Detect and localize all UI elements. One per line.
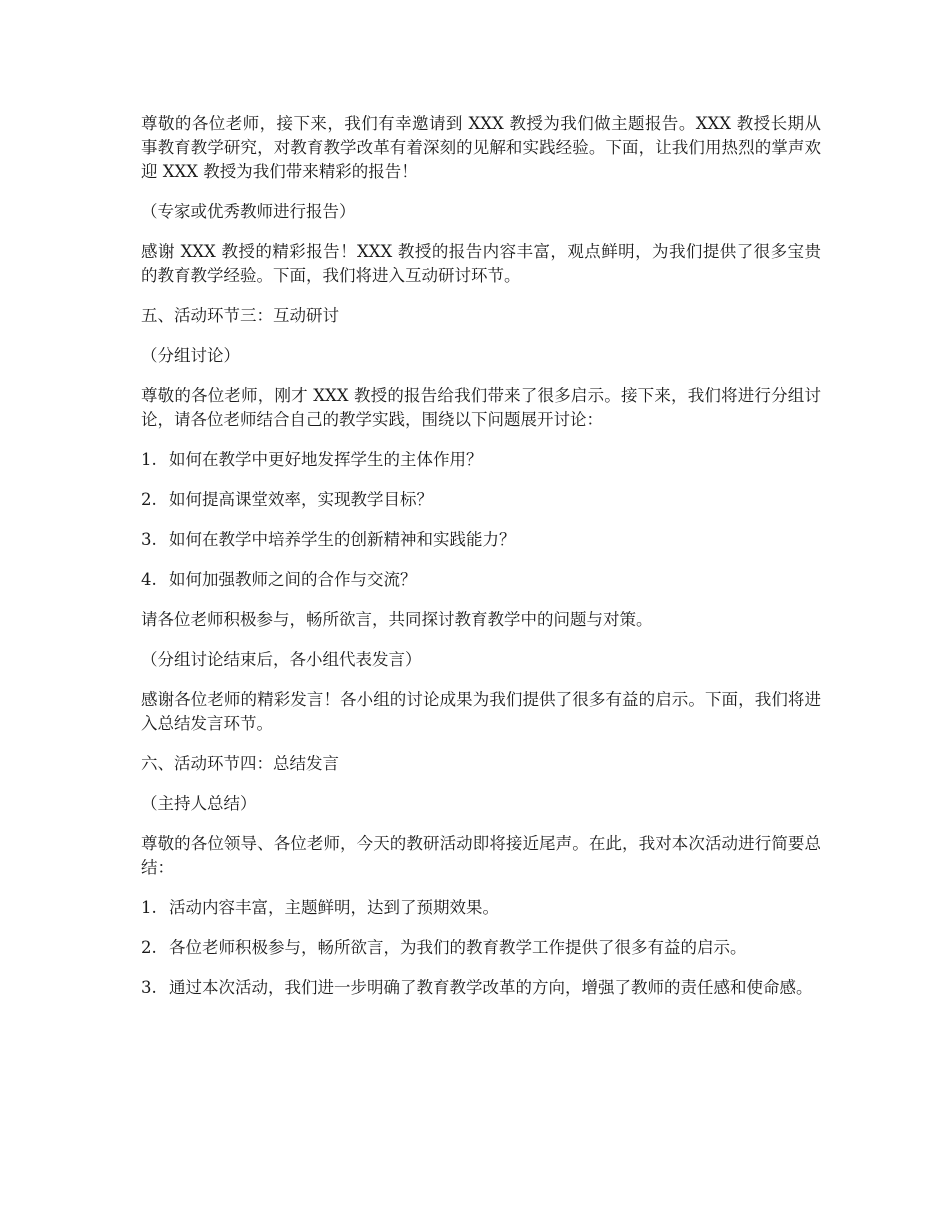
list-item-number: 3. [141,978,157,997]
list-item-number: 1. [141,898,157,917]
stage-note-host-summary: （主持人总结） [141,794,257,813]
paragraph-discussion-intro: 尊敬的各位老师，刚才 XXX 教授的报告给我们带来了很多启示。接下来，我们将进行分组讨论，请各位老师结合自己的教学实践，围绕以下问题展开讨论： [141,386,821,429]
paragraph-participate: 请各位老师积极参与，畅所欲言，共同探讨教育教学中的问题与对策。 [141,610,653,629]
list-item-text: 活动内容丰富，主题鲜明，达到了预期效果。 [169,898,499,917]
list-item [141,488,821,512]
list-item-number: 2. [141,490,157,509]
list-item [141,936,821,960]
list-item-text: 如何在教学中培养学生的创新精神和实践能力？ [169,530,516,549]
list-item-text: 如何在教学中更好地发挥学生的主体作用？ [169,450,483,469]
list-item [141,896,821,920]
paragraph-summary-intro: 尊敬的各位领导、各位老师，今天的教研活动即将接近尾声。在此，我对本次活动进行简要总结： [141,834,821,877]
list-item-number: 4. [141,570,157,589]
paragraph-thanks-speeches: 感谢各位老师的精彩发言！各小组的讨论成果为我们提供了很多有益的启示。下面，我们将进入总结发言环节。 [141,690,821,733]
list-item-text: 通过本次活动，我们进一步明确了教育教学改革的方向，增强了教师的责任感和使命感。 [169,978,813,997]
list-item-number: 1. [141,450,157,469]
list-item-number: 2. [141,938,157,957]
list-item-text: 如何加强教师之间的合作与交流？ [169,570,417,589]
list-item-text: 如何提高课堂效率，实现教学目标？ [169,490,433,509]
list-item-text: 各位老师积极参与，畅所欲言，为我们的教育教学工作提供了很多有益的启示。 [169,938,747,957]
document-body [141,112,821,1016]
stage-note-group-reports: （分组讨论结束后，各小组代表发言） [141,650,422,669]
list-item [141,528,821,552]
list-item [141,976,821,1000]
stage-note-group-discussion: （分组讨论） [141,346,240,365]
list-item [141,448,821,472]
paragraph-invite-speaker: 尊敬的各位老师，接下来，我们有幸邀请到 XXX 教授为我们做主题报告。XXX 教授长期从事教育教学研究，对教育教学改革有着深刻的见解和实践经验。下面，让我们用热烈的掌声欢迎 XXX 教授为我们带来精彩的报告！ [141,114,821,181]
section-heading-6: 六、活动环节四：总结发言 [141,754,339,773]
stage-note-report: （专家或优秀教师进行报告） [141,202,356,221]
paragraph-thanks-report: 感谢 XXX 教授的精彩报告！XXX 教授的报告内容丰富，观点鲜明，为我们提供了很多宝贵的教育教学经验。下面，我们将进入互动研讨环节。 [141,242,821,285]
section-heading-5: 五、活动环节三：互动研讨 [141,306,339,325]
list-item-number: 3. [141,530,157,549]
list-item [141,568,821,592]
